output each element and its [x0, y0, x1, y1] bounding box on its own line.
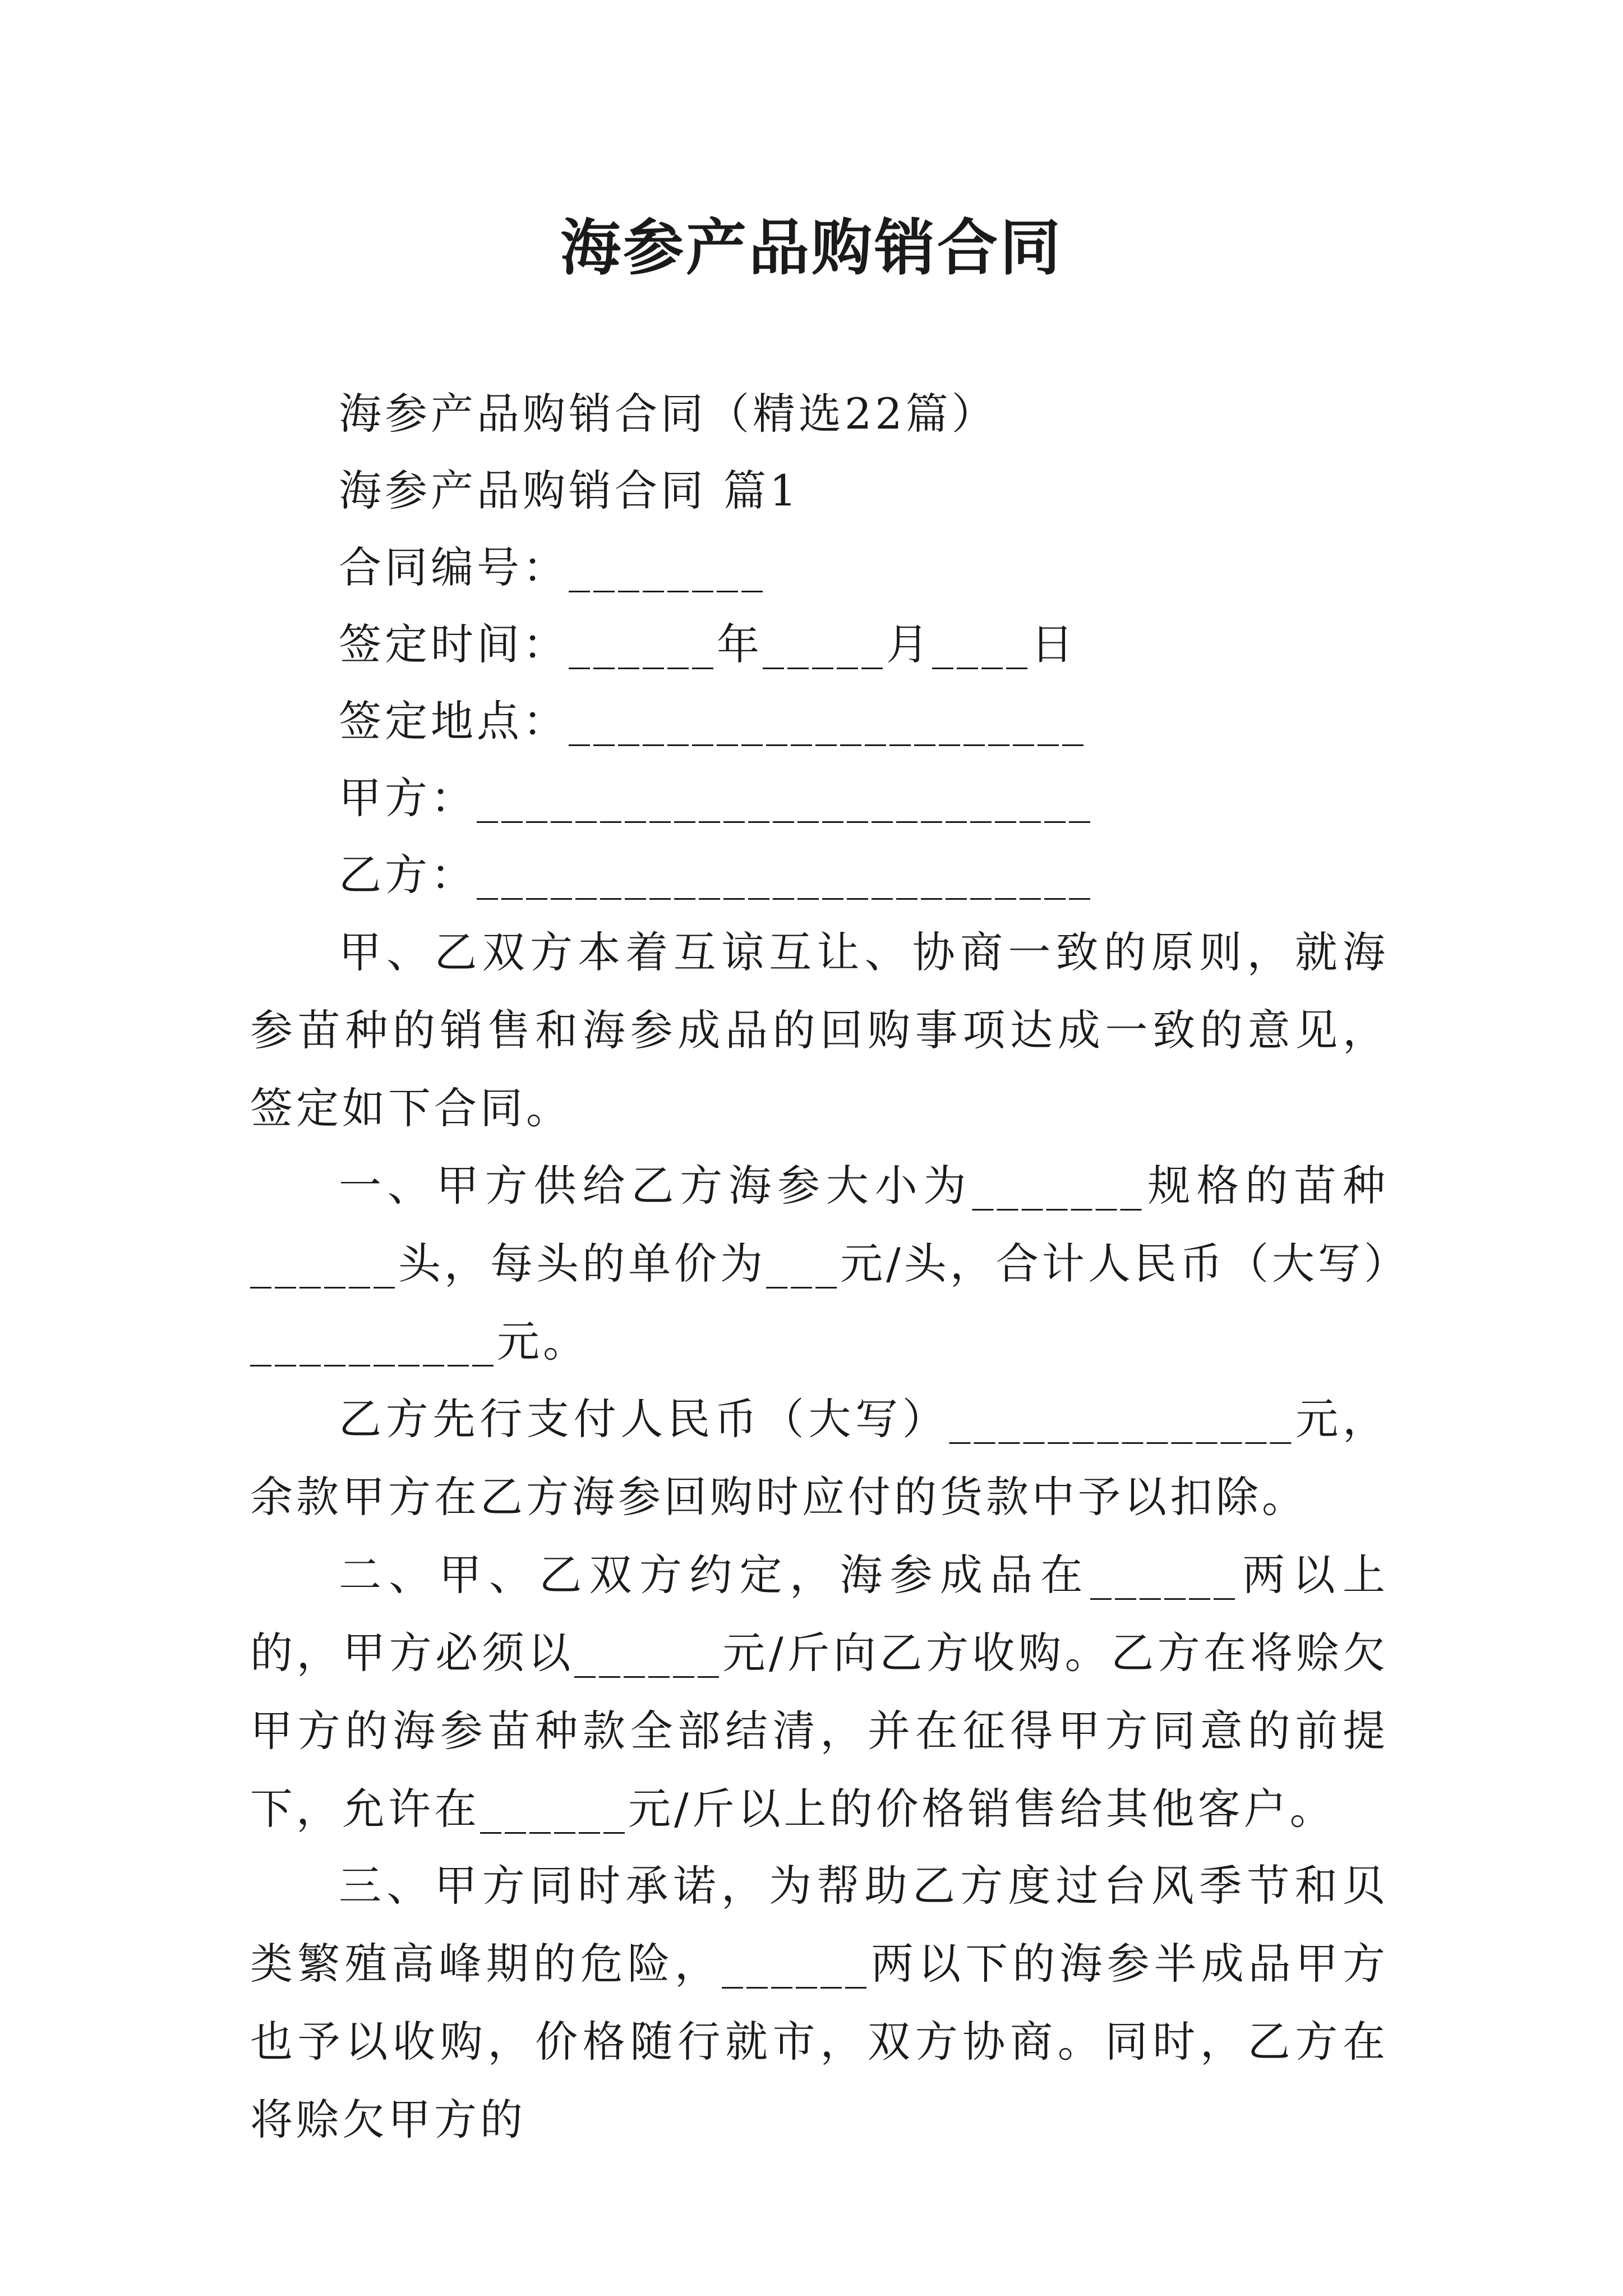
sign-place-field: 签定地点：_____________________	[339, 696, 1087, 746]
contract-number-field: 合同编号：________	[339, 542, 766, 592]
section-heading: 海参产品购销合同 篇1	[339, 466, 800, 516]
sign-date-field: 签定时间：______年_____月____日	[339, 619, 1077, 669]
paragraph-clause-1: 一、甲方供给乙方海参大小为_______规格的苗种______头，每头的单价为___元/头，合计人民币（大写）__________元。	[250, 1161, 1389, 1366]
paragraph-clause-3: 三、甲方同时承诺，为帮助乙方度过台风季节和贝类繁殖高峰期的危险，______两以下的海参半成品甲方也予以收购，价格随行就市，双方协商。同时，乙方在将赊欠甲方的	[250, 1861, 1389, 2145]
party-b-field: 乙方：_________________________	[339, 850, 1094, 900]
paragraph-preamble: 甲、乙双方本着互谅互让、协商一致的原则，就海参苗种的销售和海参成品的回购事项达成一致的意见，签定如下合同。	[250, 927, 1389, 1133]
party-a-field: 甲方：_________________________	[339, 773, 1094, 823]
paragraph-payment: 乙方先行支付人民币（大写）______________元，余款甲方在乙方海参回购时应付的货款中予以扣除。	[250, 1394, 1389, 1522]
document-title: 海参产品购销合同	[560, 213, 1063, 283]
document-subtitle: 海参产品购销合同（精选22篇）	[339, 389, 998, 439]
paragraph-clause-2: 二、甲、乙双方约定，海参成品在______两以上的，甲方必须以______元/斤向乙方收购。乙方在将赊欠甲方的海参苗种款全部结清，并在征得甲方同意的前提下，允许在______元/斤以上的价格销售给其他客户。	[250, 1550, 1389, 1834]
